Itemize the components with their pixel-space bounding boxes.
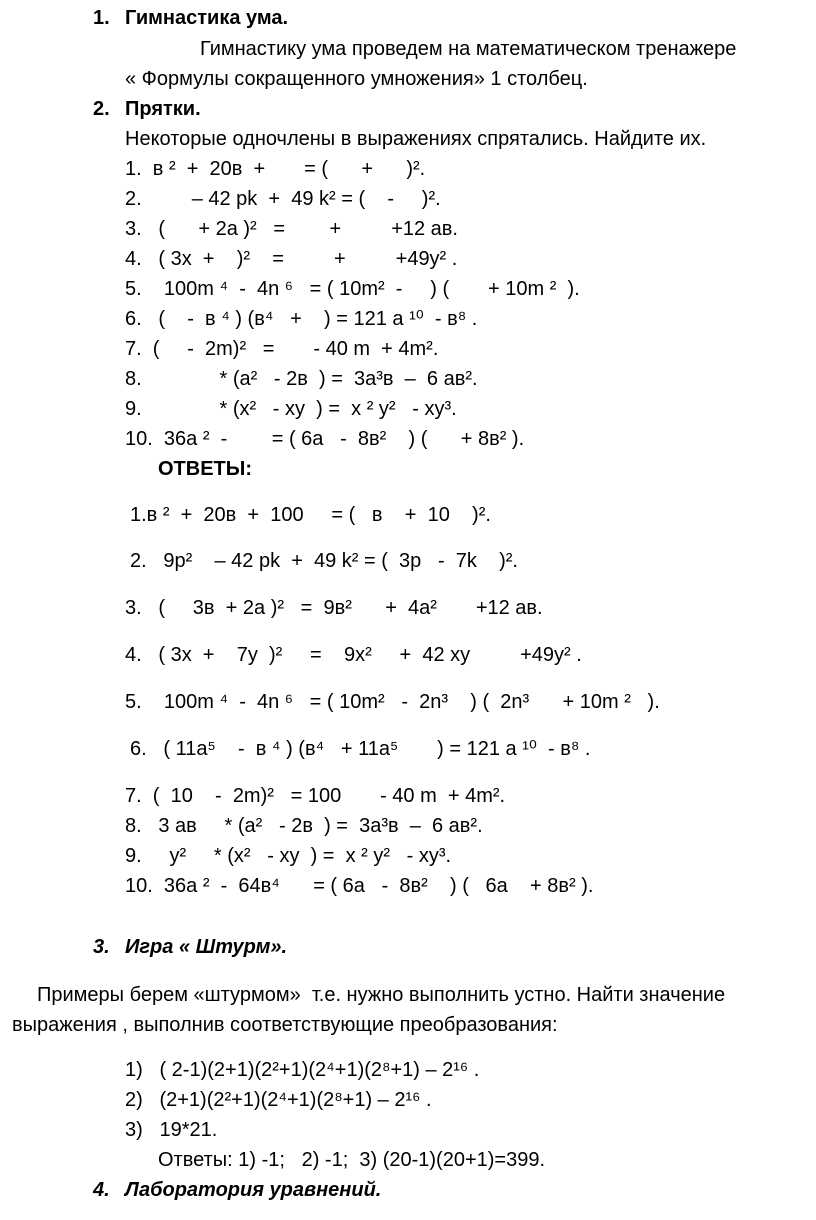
exercise-line-8: 8. * (a² - 2в ) = 3a³в – 6 ав². bbox=[125, 368, 478, 390]
answers-title: ОТВЕТЫ: bbox=[158, 458, 253, 480]
exercise-line-3: 3. ( + 2a )² = + +12 ав. bbox=[125, 218, 458, 240]
exercise-line-6: 6. ( - в ⁴ ) (в⁴ + ) = 121 a ¹⁰ - в⁸ . bbox=[125, 308, 478, 330]
answer-line-3: 3. ( 3в + 2a )² = 9в² + 4a² +12 ав. bbox=[125, 597, 543, 619]
section-3-text-line-2: выражения , выполнив соответствующие преобразования: bbox=[12, 1014, 558, 1036]
answer-line-10: 10. 36a ² - 64в⁴ = ( 6a - 8в² ) ( 6a + 8в² ). bbox=[125, 875, 594, 897]
storm-line-1: 1) ( 2-1)(2+1)(2²+1)(2⁴+1)(2⁸+1) – 2¹⁶ . bbox=[125, 1059, 480, 1081]
exercise-line-9: 9. * (x² - xy ) = x ² y² - xy³. bbox=[125, 398, 457, 420]
answer-line-6: 6. ( 11a⁵ - в ⁴ ) (в⁴ + 11a⁵ ) = 121 a ¹⁰ - в⁸ . bbox=[130, 738, 591, 760]
storm-line-2: 2) (2+1)(2²+1)(2⁴+1)(2⁸+1) – 2¹⁶ . bbox=[125, 1089, 432, 1111]
section-3-answers: Ответы: 1) -1; 2) -1; 3) (20-1)(20+1)=399. bbox=[158, 1149, 546, 1171]
exercise-line-5: 5. 100m ⁴ - 4n ⁶ = ( 10m² - ) ( + 10m ² ). bbox=[125, 278, 580, 300]
section-3-text-line-1: Примеры берем «штурмом» т.е. нужно выполнить устно. Найти значение bbox=[37, 984, 726, 1006]
exercise-line-10: 10. 36a ² - = ( 6a - 8в² ) ( + 8в² ). bbox=[125, 428, 525, 450]
answer-line-2: 2. 9p² – 42 pk + 49 k² = ( 3p - 7k )². bbox=[130, 550, 518, 572]
exercise-line-4: 4. ( 3x + )² = + +49y² . bbox=[125, 248, 458, 270]
section-1-number: 1. bbox=[93, 7, 110, 29]
exercise-line-7: 7. ( - 2m)² = - 40 m + 4m². bbox=[125, 338, 439, 360]
section-2-title: Прятки. bbox=[125, 98, 201, 120]
section-3-title: Игра « Штурм». bbox=[125, 936, 288, 958]
section-3-number: 3. bbox=[93, 936, 110, 958]
exercise-line-1: 1. в ² + 20в + = ( + )². bbox=[125, 158, 426, 180]
storm-line-3: 3) 19*21. bbox=[125, 1119, 218, 1141]
section-4-title: Лаборатория уравнений. bbox=[125, 1179, 382, 1201]
answer-line-4: 4. ( 3x + 7y )² = 9x² + 42 xy +49y² . bbox=[125, 644, 582, 666]
section-2-number: 2. bbox=[93, 98, 110, 120]
section-2-intro: Некоторые одночлены в выражениях спрятались. Найдите их. bbox=[125, 128, 707, 150]
exercise-line-2: 2. – 42 pk + 49 k² = ( - )². bbox=[125, 188, 441, 210]
section-4-number: 4. bbox=[93, 1179, 110, 1201]
section-1-text-line-2: « Формулы сокращенного умножения» 1 столбец. bbox=[125, 68, 588, 90]
answer-line-5: 5. 100m ⁴ - 4n ⁶ = ( 10m² - 2n³ ) ( 2n³ + 10m ² ). bbox=[125, 691, 660, 713]
answer-line-8: 8. 3 aв * (a² - 2в ) = 3a³в – 6 ав². bbox=[125, 815, 483, 837]
answer-line-9: 9. y² * (x² - xy ) = x ² y² - xy³. bbox=[125, 845, 452, 867]
section-1-title: Гимнастика ума. bbox=[125, 7, 289, 29]
answer-line-7: 7. ( 10 - 2m)² = 100 - 40 m + 4m². bbox=[125, 785, 506, 807]
answer-line-1: 1.в ² + 20в + 100 = ( в + 10 )². bbox=[130, 504, 491, 526]
section-1-text-line-1: Гимнастику ума проведем на математическом тренажере bbox=[200, 38, 737, 60]
